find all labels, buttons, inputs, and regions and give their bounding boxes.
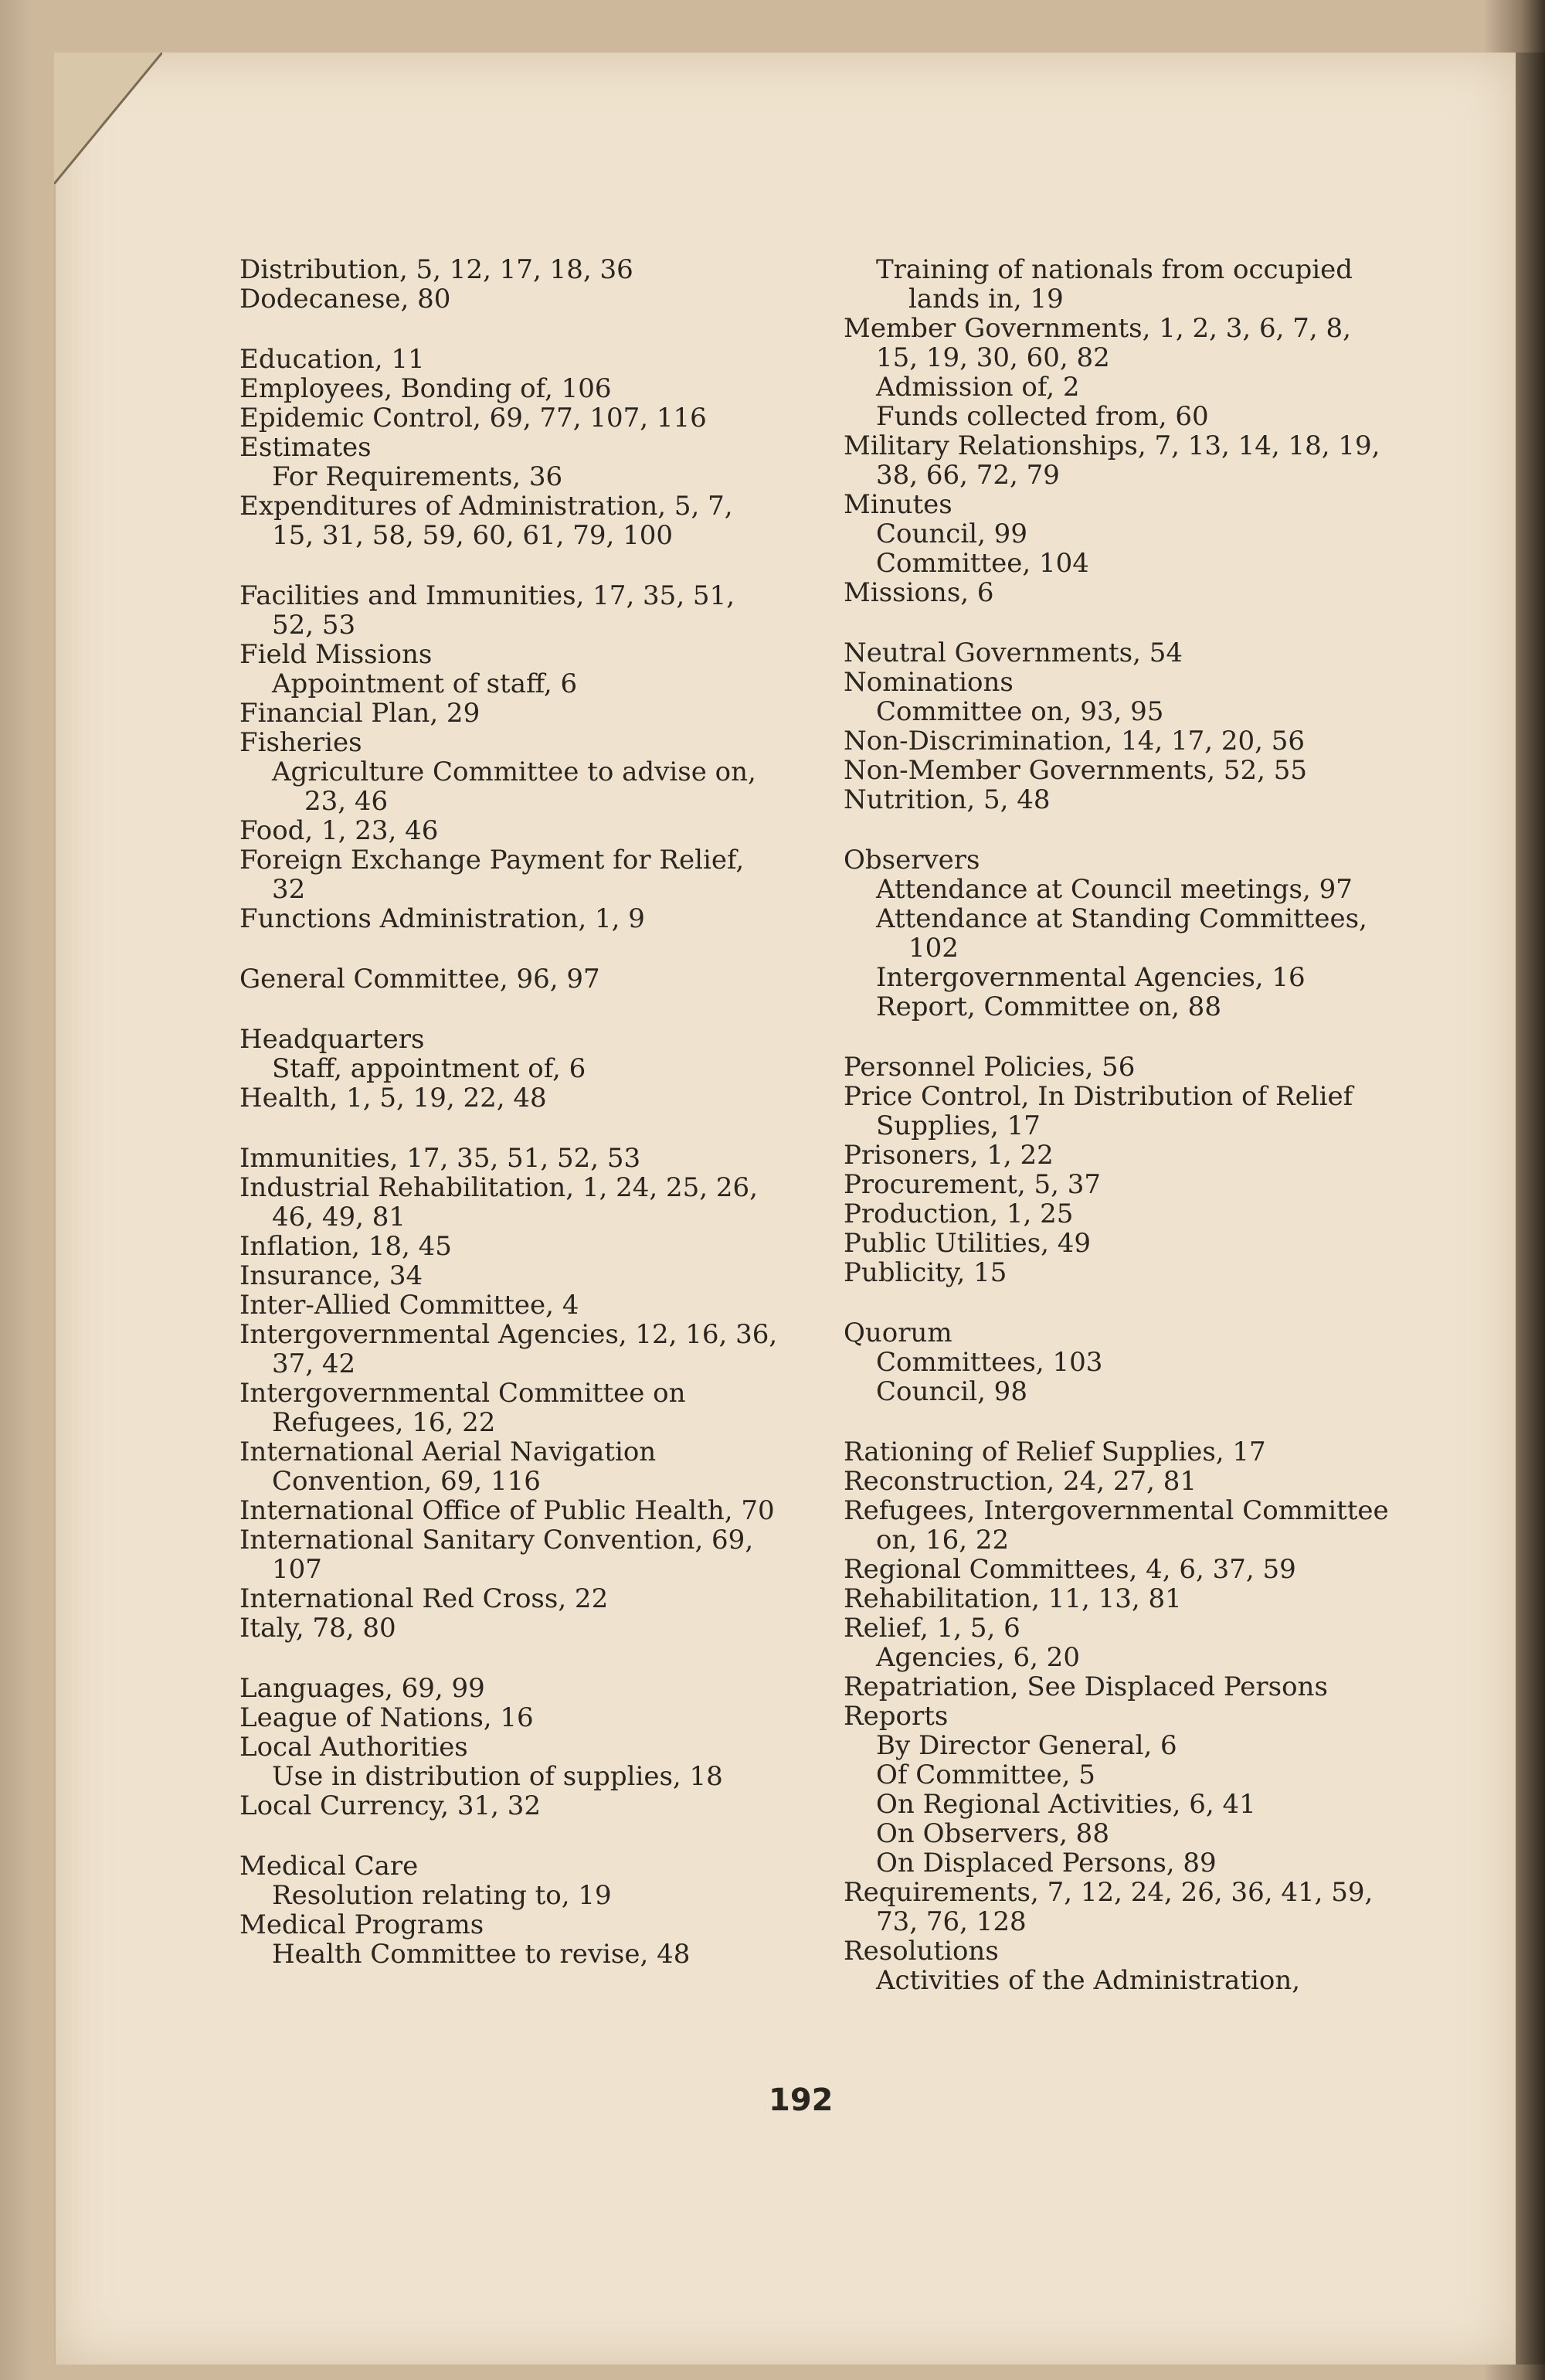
index-entry: Medical Care bbox=[239, 1851, 419, 1882]
index-entry: Resolutions bbox=[844, 1936, 999, 1967]
index-entry: Nutrition, 5, 48 bbox=[844, 784, 1051, 815]
index-entry: Local Currency, 31, 32 bbox=[239, 1790, 541, 1821]
index-entry: Intergovernmental Agencies, 12, 16, 36, 37, 42 bbox=[239, 1319, 778, 1379]
index-entry: Facilities and Immunities, 17, 35, 51, 52, 53 bbox=[239, 580, 735, 641]
index-group bbox=[844, 638, 1400, 814]
index-entry: Intergovernmental Committee on Refugees, 16, 22 bbox=[239, 1378, 686, 1438]
index-entry: Languages, 69, 99 bbox=[239, 1673, 485, 1704]
index-entry: Estimates bbox=[239, 432, 372, 463]
index-entry: Publicity, 15 bbox=[844, 1257, 1007, 1288]
index-subentry: On Regional Activities, 6, 41 bbox=[876, 1789, 1256, 1820]
index-subentry: Admission of, 2 bbox=[876, 372, 1080, 403]
index-subentry: Report, Committee on, 88 bbox=[876, 991, 1221, 1022]
index-subentry: Attendance at Standing Committees, 102 bbox=[876, 903, 1367, 964]
index-group bbox=[239, 1674, 780, 1821]
index-group bbox=[844, 255, 1400, 607]
index-entry: Refugees, Intergovernmental Committee on, 16, 22 bbox=[844, 1495, 1389, 1556]
index-entry: International Aerial Navigation Convention, 69, 116 bbox=[239, 1436, 657, 1497]
index-subentry: Agencies, 6, 20 bbox=[876, 1642, 1080, 1673]
index-entry: League of Nations, 16 bbox=[239, 1702, 534, 1733]
index-entry: Nominations bbox=[844, 667, 1014, 698]
index-group bbox=[239, 581, 780, 933]
index-entry: Observers bbox=[844, 845, 980, 876]
index-entry: Local Authorities bbox=[239, 1732, 468, 1763]
index-entry: Epidemic Control, 69, 77, 107, 116 bbox=[239, 403, 707, 434]
book-spine-edge bbox=[1516, 53, 1545, 2365]
index-group bbox=[844, 845, 1400, 1022]
index-entry: Employees, Bonding of, 106 bbox=[239, 373, 612, 404]
index-group bbox=[239, 1851, 780, 1969]
index-entry: Financial Plan, 29 bbox=[239, 698, 480, 729]
index-entry: Industrial Rehabilitation, 1, 24, 25, 26, 46, 49, 81 bbox=[239, 1172, 758, 1232]
index-entry: Missions, 6 bbox=[844, 577, 994, 608]
index-entry: Dodecanese, 80 bbox=[239, 284, 451, 314]
index-subentry: On Displaced Persons, 89 bbox=[876, 1848, 1217, 1878]
index-entry: Expenditures of Administration, 5, 7, 15, 31, 58, 59, 60, 61, 79, 100 bbox=[239, 491, 733, 551]
index-column-left bbox=[239, 255, 780, 2000]
index-entry: Quorum bbox=[844, 1318, 952, 1348]
index-entry: Functions Administration, 1, 9 bbox=[239, 903, 645, 934]
index-subentry: Use in distribution of supplies, 18 bbox=[272, 1761, 723, 1792]
index-entry: Reports bbox=[844, 1701, 949, 1732]
index-group bbox=[844, 1437, 1400, 1995]
index-group bbox=[239, 255, 780, 314]
page-fold-corner bbox=[54, 53, 162, 184]
index-entry: International Red Cross, 22 bbox=[239, 1583, 609, 1614]
index-group bbox=[239, 1025, 780, 1113]
index-entry: Medical Programs bbox=[239, 1909, 484, 1940]
index-entry: Inter-Allied Committee, 4 bbox=[239, 1290, 579, 1321]
index-entry: Immunities, 17, 35, 51, 52, 53 bbox=[239, 1143, 641, 1174]
index-entry: Public Utilities, 49 bbox=[844, 1228, 1092, 1259]
index-subentry: Training of nationals from occupied lands in, 19 bbox=[876, 254, 1353, 314]
index-subentry: Of Committee, 5 bbox=[876, 1760, 1095, 1790]
index-subentry: Committees, 103 bbox=[876, 1347, 1103, 1378]
index-subentry: On Observers, 88 bbox=[876, 1818, 1109, 1849]
index-entry: Education, 11 bbox=[239, 344, 425, 375]
index-entry: Inflation, 18, 45 bbox=[239, 1231, 452, 1262]
index-entry: Member Governments, 1, 2, 3, 6, 7, 8, 15, 19, 30, 60, 82 bbox=[844, 313, 1351, 373]
index-entry: Insurance, 34 bbox=[239, 1260, 423, 1291]
index-subentry: Intergovernmental Agencies, 16 bbox=[876, 962, 1306, 993]
index-entry: Regional Committees, 4, 6, 37, 59 bbox=[844, 1554, 1296, 1585]
index-subentry: Appointment of staff, 6 bbox=[272, 668, 578, 699]
index-group bbox=[239, 964, 780, 994]
index-entry: International Office of Public Health, 70 bbox=[239, 1495, 775, 1526]
index-entry: Foreign Exchange Payment for Relief, 32 bbox=[239, 845, 745, 905]
index-entry: Field Missions bbox=[239, 639, 433, 670]
index-subentry: Committee on, 93, 95 bbox=[876, 696, 1164, 727]
index-entry: Rationing of Relief Supplies, 17 bbox=[844, 1436, 1266, 1467]
index-entry: Prisoners, 1, 22 bbox=[844, 1140, 1054, 1171]
index-entry: Production, 1, 25 bbox=[844, 1198, 1074, 1229]
index-subentry: Council, 98 bbox=[876, 1376, 1027, 1407]
index-entry: Personnel Policies, 56 bbox=[844, 1052, 1136, 1083]
index-group bbox=[239, 345, 780, 550]
index-column-right bbox=[844, 255, 1400, 2026]
index-entry: General Committee, 96, 97 bbox=[239, 964, 600, 994]
index-subentry: Committee, 104 bbox=[876, 548, 1089, 579]
index-entry: Distribution, 5, 12, 17, 18, 36 bbox=[239, 254, 633, 285]
index-entry: Non-Member Governments, 52, 55 bbox=[844, 755, 1307, 786]
index-entry: Reconstruction, 24, 27, 81 bbox=[844, 1466, 1197, 1497]
index-entry: Fisheries bbox=[239, 727, 362, 758]
index-entry: Neutral Governments, 54 bbox=[844, 638, 1183, 668]
index-subentry: Agriculture Committee to advise on, 23, 46 bbox=[272, 756, 756, 817]
index-group bbox=[239, 1144, 780, 1643]
page-number: 192 bbox=[769, 2082, 834, 2118]
index-entry: Health, 1, 5, 19, 22, 48 bbox=[239, 1083, 547, 1114]
index-entry: Repatriation, See Displaced Persons bbox=[844, 1671, 1328, 1702]
index-group bbox=[844, 1318, 1400, 1406]
index-entry: Price Control, In Distribution of Relief Supplies, 17 bbox=[844, 1081, 1353, 1141]
index-entry: Procurement, 5, 37 bbox=[844, 1169, 1101, 1200]
index-subentry: By Director General, 6 bbox=[876, 1730, 1177, 1761]
index-subentry: Resolution relating to, 19 bbox=[272, 1880, 612, 1911]
index-entry: Relief, 1, 5, 6 bbox=[844, 1613, 1020, 1644]
index-subentry: Funds collected from, 60 bbox=[876, 401, 1209, 432]
index-entry: Rehabilitation, 11, 13, 81 bbox=[844, 1583, 1182, 1614]
index-entry: Italy, 78, 80 bbox=[239, 1613, 396, 1644]
index-subentry: For Requirements, 36 bbox=[272, 461, 563, 492]
index-group bbox=[844, 1052, 1400, 1287]
index-entry: Food, 1, 23, 46 bbox=[239, 815, 439, 846]
index-entry: Headquarters bbox=[239, 1024, 425, 1055]
index-subentry: Attendance at Council meetings, 97 bbox=[876, 874, 1353, 905]
index-subentry: Health Committee to revise, 48 bbox=[272, 1939, 691, 1970]
index-entry: International Sanitary Convention, 69, 107 bbox=[239, 1525, 754, 1585]
index-subentry: Activities of the Administration, bbox=[876, 1965, 1301, 1996]
index-subentry: Staff, appointment of, 6 bbox=[272, 1053, 586, 1084]
index-entry: Minutes bbox=[844, 489, 952, 520]
index-entry: Military Relationships, 7, 13, 14, 18, 19, 38, 66, 72, 79 bbox=[844, 430, 1380, 491]
index-entry: Requirements, 7, 12, 24, 26, 36, 41, 59, 73, 76, 128 bbox=[844, 1877, 1374, 1937]
index-subentry: Council, 99 bbox=[876, 518, 1027, 549]
index-entry: Non-Discrimination, 14, 17, 20, 56 bbox=[844, 726, 1306, 756]
